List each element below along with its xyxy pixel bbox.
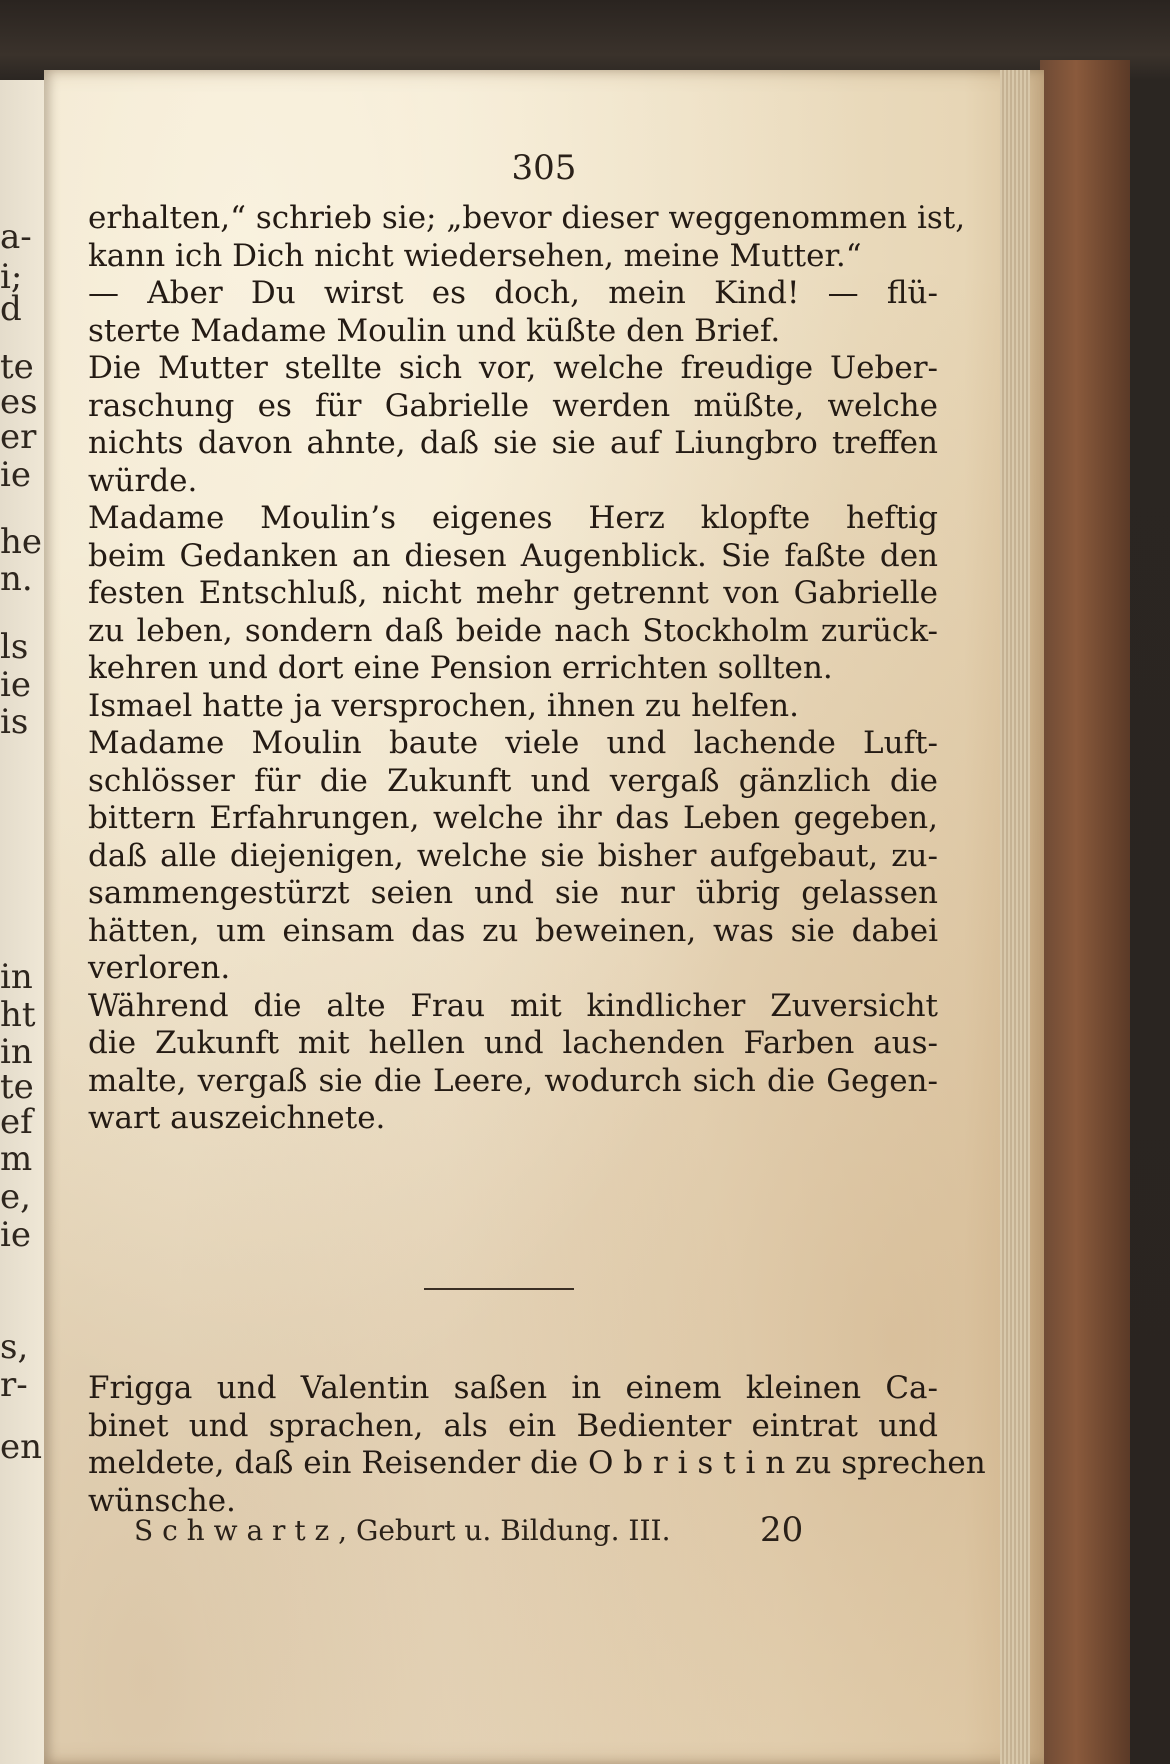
left-fragment: n. bbox=[0, 559, 33, 599]
text-line: Madame Moulin’s eigenes Herz klopfte heftig bbox=[88, 500, 938, 536]
text-line: beim Gedanken an diesen Augenblick. Sie faßte den bbox=[88, 537, 938, 574]
left-fragment: te bbox=[0, 347, 34, 387]
book-spine-edge bbox=[1040, 60, 1130, 1764]
page-number: 305 bbox=[511, 148, 577, 188]
left-fragment: en bbox=[0, 1427, 43, 1467]
text-line: hätten, um einsam das zu beweinen, was sie dabei bbox=[88, 912, 938, 949]
text-line: verloren. bbox=[88, 950, 231, 986]
page-stack-edge bbox=[1000, 70, 1030, 1764]
left-fragment: r- bbox=[0, 1365, 28, 1405]
text-line: Ismael hatte ja versprochen, ihnen zu helfen. bbox=[88, 687, 799, 724]
left-fragment: e, bbox=[0, 1177, 31, 1217]
left-page-edge bbox=[0, 80, 46, 1764]
text-line: daß alle diejenigen, welche sie bisher aufgebaut, zu- bbox=[88, 837, 938, 874]
text-line: sammengestürzt seien und sie nur übrig gelassen bbox=[88, 875, 938, 911]
left-fragment: ls bbox=[0, 627, 29, 667]
left-fragment: ie bbox=[0, 455, 31, 495]
left-fragment: s, bbox=[0, 1327, 29, 1367]
left-fragment: ie bbox=[0, 1215, 31, 1255]
text-line: raschung es für Gabrielle werden müßte, welche bbox=[88, 387, 938, 424]
text-line: würde. bbox=[88, 462, 198, 499]
text-line: — Aber Du wirst es doch, mein Kind! — flü- bbox=[88, 275, 938, 311]
body-text-block bbox=[88, 200, 966, 1138]
text-line: Während die alte Frau mit kindlicher Zuversicht bbox=[88, 987, 938, 1024]
text-line: Madame Moulin baute viele und lachende Luft- bbox=[88, 725, 938, 761]
text-line: Frigga und Valentin saßen in einem kleinen Ca- bbox=[88, 1370, 938, 1406]
text-line: zu leben, sondern daß beide nach Stockholm zurück- bbox=[88, 612, 938, 649]
left-fragment: in bbox=[0, 957, 33, 997]
signature-number: 20 bbox=[760, 1510, 804, 1550]
text-line: malte, vergaß sie die Leere, wodurch sich die Gegen- bbox=[88, 1062, 938, 1099]
text-line: die Zukunft mit hellen und lachenden Farben aus- bbox=[88, 1025, 938, 1061]
text-line: kann ich Dich nicht wiedersehen, meine Mutter.“ bbox=[88, 237, 862, 274]
text-line: wart auszeichnete. bbox=[88, 1100, 386, 1136]
left-fragment: er bbox=[0, 417, 37, 457]
signature-line: S c h w a r t z , Geburt u. Bildung. III. bbox=[134, 1514, 671, 1547]
text-line: schlösser für die Zukunft und vergaß gänzlich die bbox=[88, 762, 938, 799]
text-line: kehren und dort eine Pension errichten sollten. bbox=[88, 650, 833, 686]
section-divider bbox=[424, 1288, 574, 1290]
text-line: bittern Erfahrungen, welche ihr das Leben gegeben, bbox=[88, 800, 938, 836]
book-page bbox=[44, 70, 1044, 1764]
left-fragment: ie bbox=[0, 665, 31, 705]
text-line: Die Mutter stellte sich vor, welche freudige Ueber- bbox=[88, 350, 938, 386]
left-fragment: is bbox=[0, 702, 29, 742]
left-fragment: m bbox=[0, 1139, 33, 1179]
left-fragment: a- bbox=[0, 217, 32, 257]
left-fragment: ef bbox=[0, 1102, 33, 1142]
left-fragment: ht bbox=[0, 995, 36, 1035]
left-fragment: d bbox=[0, 289, 22, 329]
left-fragment: in bbox=[0, 1032, 33, 1072]
text-line: wünsche. bbox=[88, 1482, 236, 1519]
left-fragment: he bbox=[0, 522, 43, 562]
left-fragment: te bbox=[0, 1067, 34, 1107]
text-line: sterte Madame Moulin und küßte den Brief. bbox=[88, 312, 781, 349]
left-fragment: es bbox=[0, 382, 38, 422]
text-line: binet und sprachen, als ein Bedienter eintrat und bbox=[88, 1407, 938, 1444]
body-text-block-2 bbox=[88, 1370, 986, 1520]
left-fragment: i; bbox=[0, 257, 23, 297]
text-line: festen Entschluß, nicht mehr getrennt von Gabrielle bbox=[88, 575, 938, 611]
text-line: erhalten,“ schrieb sie; „bevor dieser weggenommen ist, bbox=[88, 200, 966, 236]
text-line: meldete, daß ein Reisender die O b r i s t i n zu sprechen bbox=[88, 1445, 986, 1481]
text-line: nichts davon ahnte, daß sie sie auf Liungbro treffen bbox=[88, 425, 938, 461]
